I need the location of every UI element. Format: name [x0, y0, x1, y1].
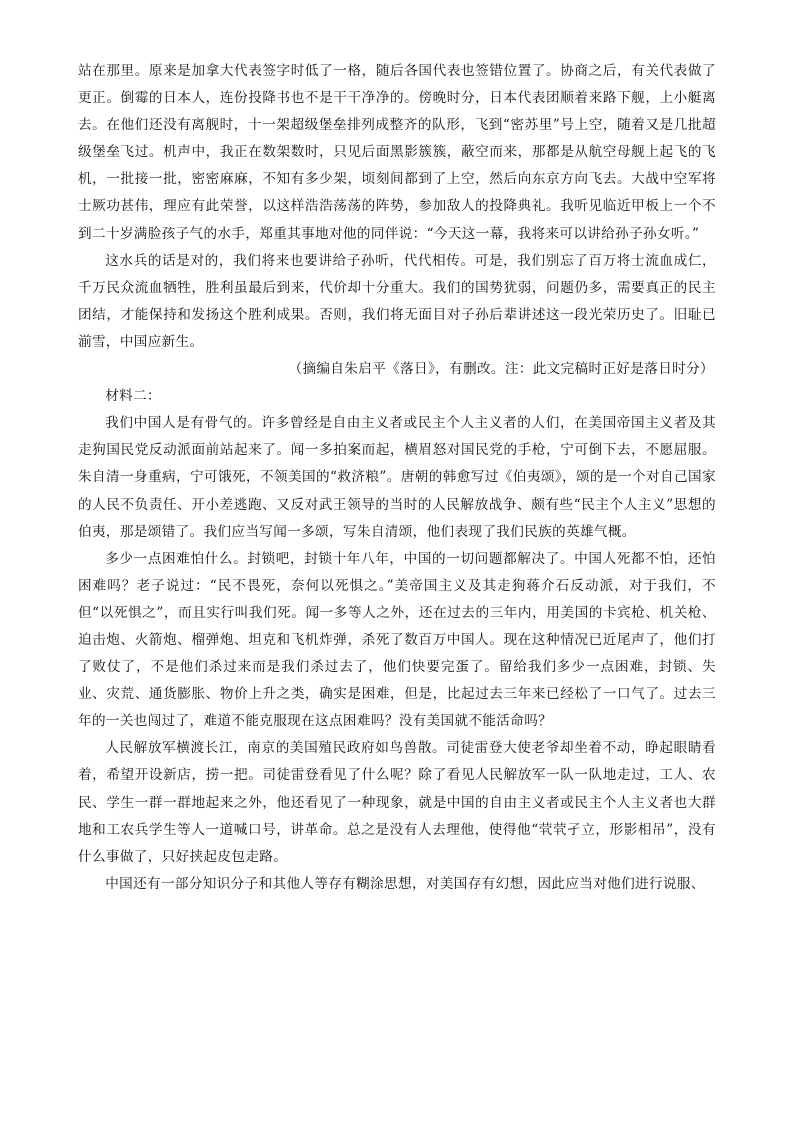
material2-paragraph-1: 我们中国人是有骨气的。许多曾经是自由主义者或民主个人主义者的人们，在美国帝国主义者及其走狗国民党反动派面前站起来了。闻一多拍案而起，横眉怒对国民党的手枪，宁可倒下去，不愿屈服。朱自清一身重病，宁可饿死，不领美国的“救济粮”。唐朝的韩愈写过《伯夷颂》，颂的是一个对自己国家的人民不负责任、开小差逃跑、又反对武王领导的当时的人民解放战争、颇有些“民主个人主义”思想的伯夷，那是颂错了。我们应当写闻一多颂，写朱自清颂，他们表现了我们民族的英雄气概。 — [78, 415, 716, 540]
body-paragraph-2: 这水兵的话是对的，我们将来也要讲给子孙听，代代相传。可是，我们别忘了百万将士流血成仁，千万民众流血牺牲，胜利虽最后到来，代价却十分重大。我们的国势犹弱，问题仍多，需要真正的民主团结，才能保持和发扬这个胜利成果。否则，我们将无面目对子孙后辈讲述这一段光荣历史了。旧耻已湔雪，中国应新生。 — [78, 252, 716, 350]
material2-paragraph-2: 多少一点困难怕什么。封锁吧，封锁十年八年，中国的一切问题都解决了。中国人死都不怕，还怕困难吗？老子说过：“民不畏死，奈何以死惧之。”美帝国主义及其走狗蒋介石反动派，对于我们，不但“以死惧之”，而且实行叫我们死。闻一多等人之外，还在过去的三年内，用美国的卡宾枪、机关枪、迫击炮、火箭炮、榴弹炮、坦克和飞机炸弹，杀死了数百万中国人。现在这种情况已近尾声了，他们打了败仗了，不是他们杀过来而是我们杀过去了，他们快要完蛋了。留给我们多少一点困难，封锁、失业、灾荒、通货膨胀、物价上升之类，确实是困难，但是，比起过去三年来已经松了一口气了。过去三年的一关也闯过了，难道不能克服现在这点困难吗？没有美国就不能活命吗？ — [78, 550, 716, 730]
document-page — [78, 58, 716, 898]
material2-paragraph-4: 中国还有一部分知识分子和其他人等存有糊涂思想，对美国存有幻想，因此应当对他们进行说服、 — [105, 875, 705, 892]
section-heading-material-2: 材料二： — [105, 388, 161, 405]
material2-paragraph-3: 人民解放军横渡长江，南京的美国殖民政府如鸟兽散。司徒雷登大使老爷却坐着不动，睁起眼睛看着，希望开设新店，捞一把。司徒雷登看见了什么呢？除了看见人民解放军一队一队地走过，工人、农民、学生一群一群地起来之外，他还看见了一种现象，就是中国的自由主义者或民主个人主义者也大群地和工农兵学生等人一道喊口号，讲革命。总之是没有人去理他，使得他“茕茕孑立，形影相吊”，没有什么事做了，只好挟起皮包走路。 — [78, 740, 716, 865]
source-citation: （摘编自朱启平《落日》，有删改。注：此文完稿时正好是落日时分） — [288, 361, 714, 378]
body-paragraph-1: 站在那里。原来是加拿大代表签字时低了一格，随后各国代表也签错位置了。协商之后，有关代表做了更正。倒霉的日本人，连份投降书也不是干干净净的。傍晚时分，日本代表团顺着来路下舰，上小艇离去。在他们还没有离舰时，十一架超级堡垒排列成整齐的队形，飞到“密苏里”号上空，随着又是几批超级堡垒飞过。机声中，我正在数架数时，只见后面黑影簇簇，蔽空而来，那都是从航空母舰上起飞的飞机，一批接一批，密密麻麻，不知有多少架，顷刻间都到了上空，然后向东京方向飞去。大战中空军将士厥功甚伟，理应有此荣誉，以这样浩浩荡荡的阵势，参加敌人的投降典礼。我听见临近甲板上一个不到二十岁满脸孩子气的水手，郑重其事地对他的同伴说：“今天这一幕，我将来可以讲给孙子孙女听。” — [78, 63, 716, 242]
